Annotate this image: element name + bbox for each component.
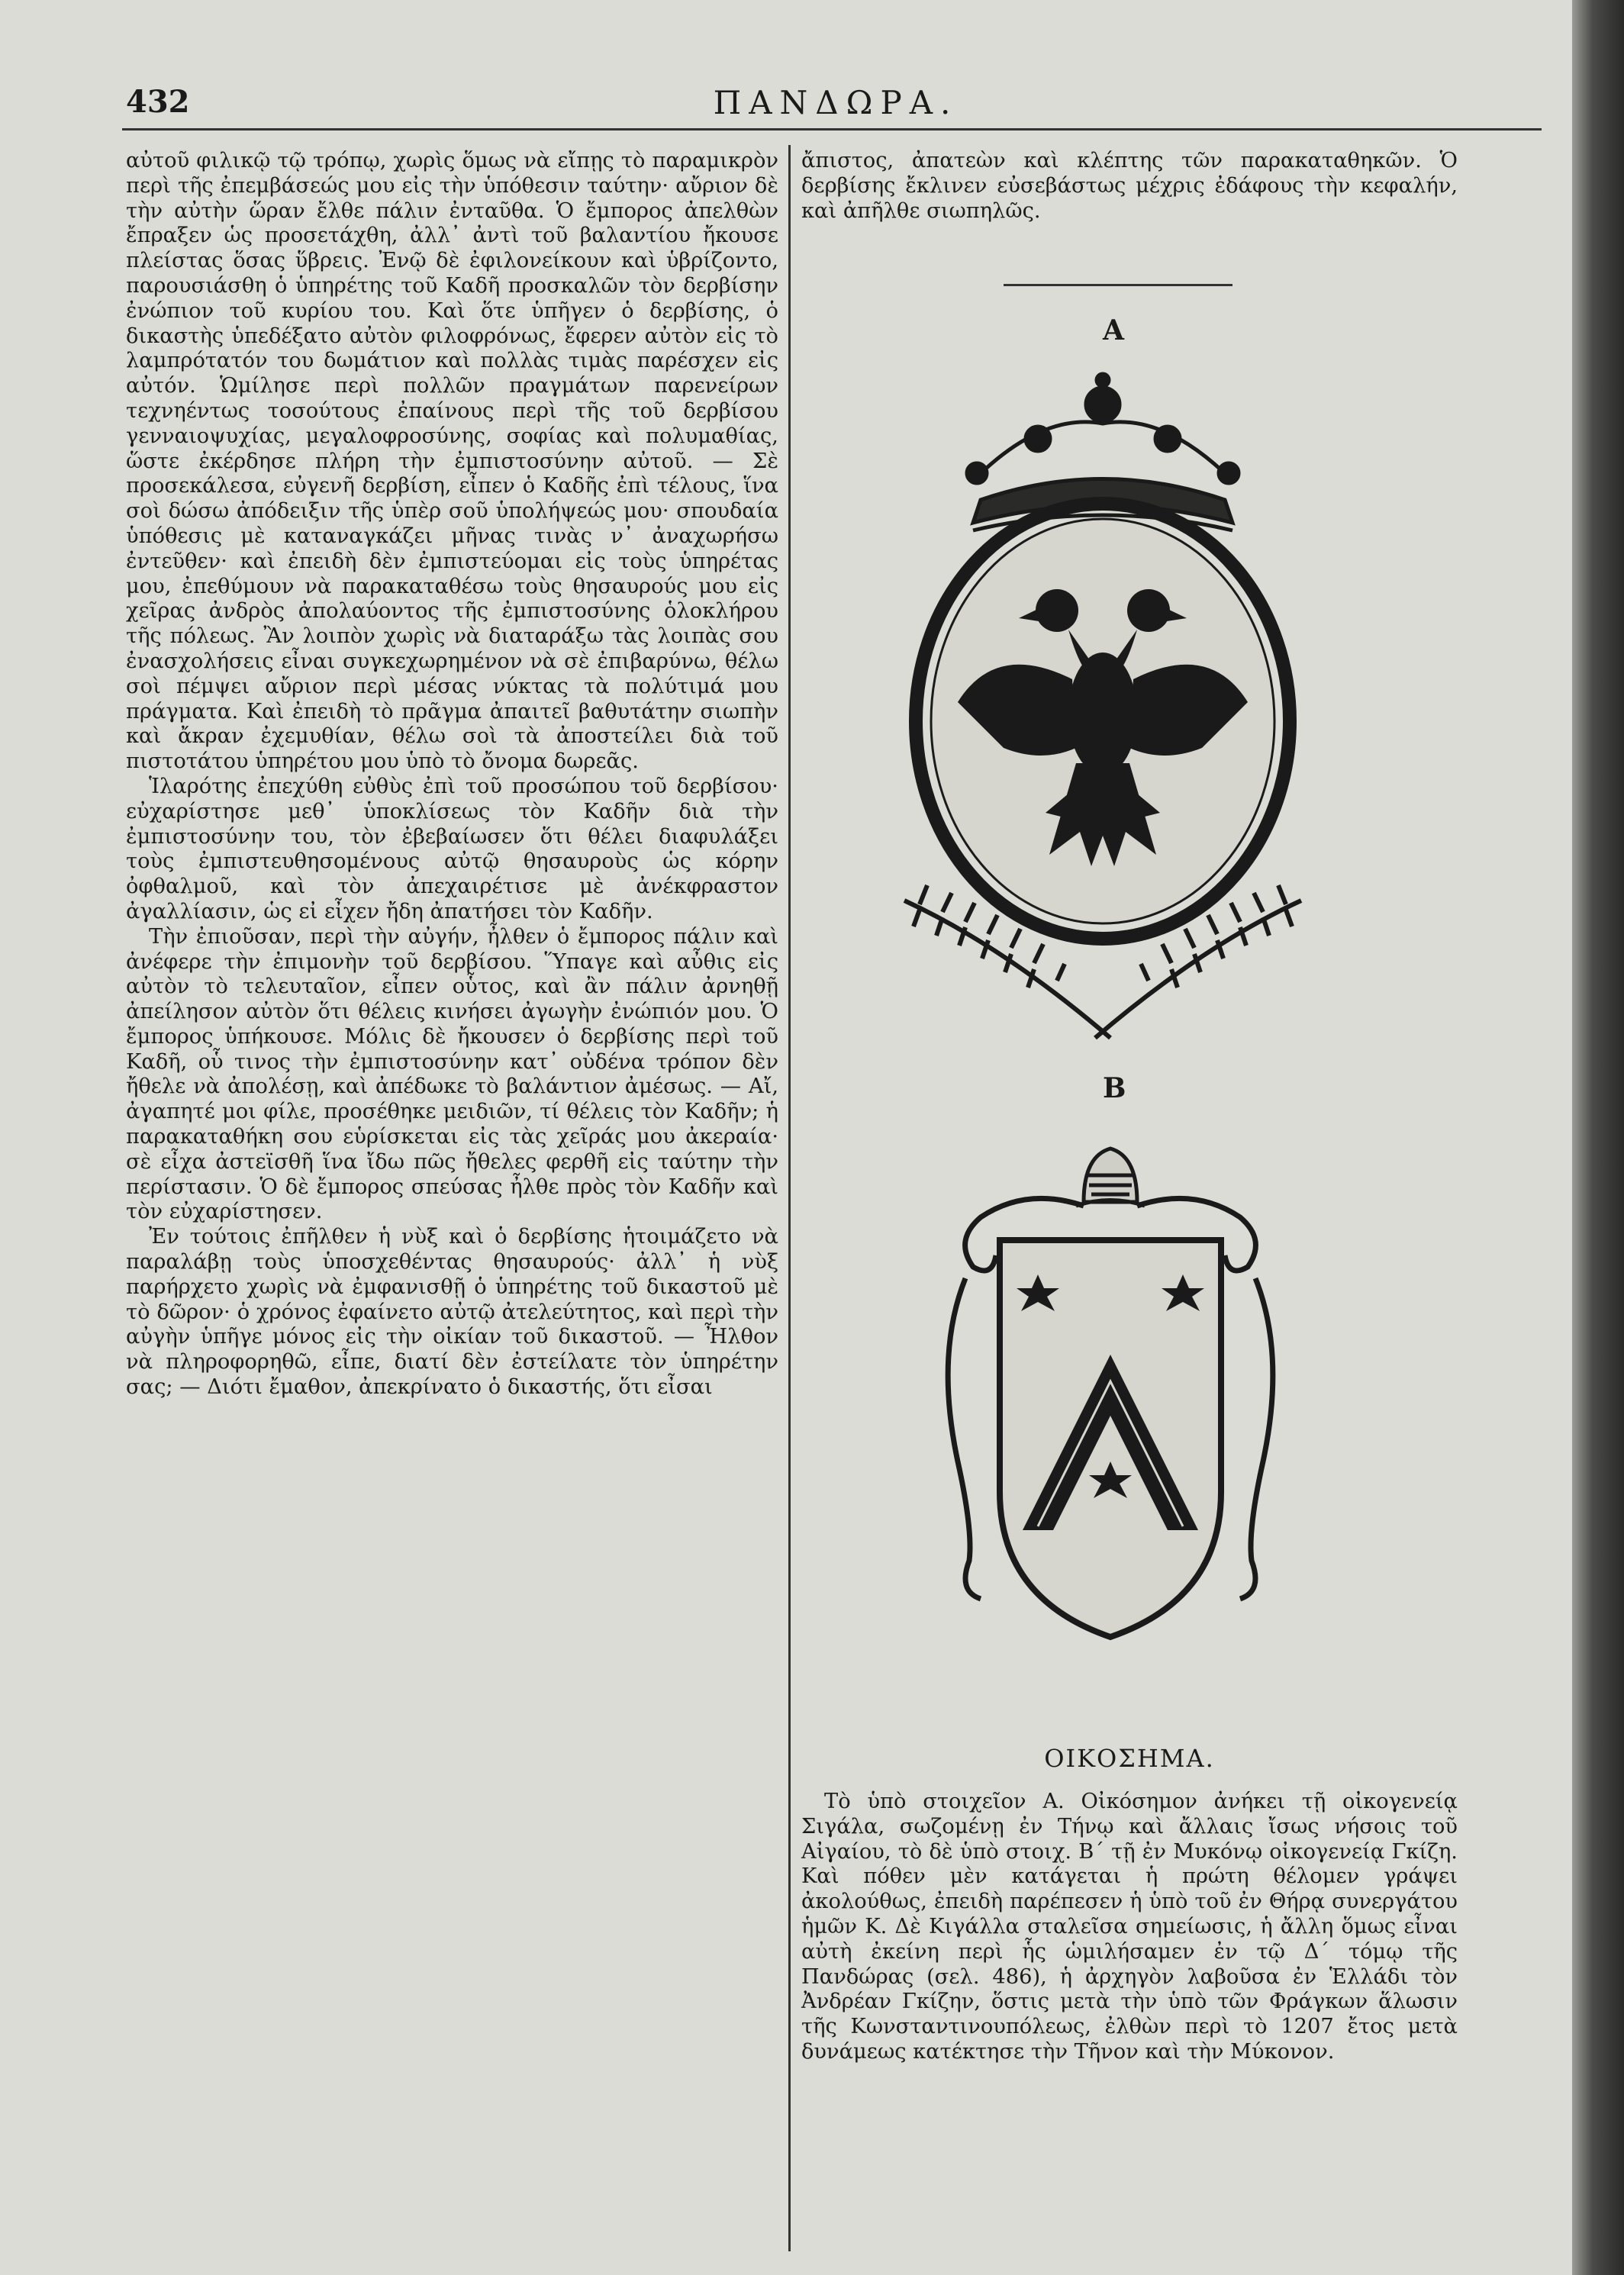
sigala-coat-of-arms-emblem — [889, 366, 1316, 1046]
header-rule — [122, 128, 1542, 131]
book-binding-edge — [1572, 0, 1624, 2275]
right-column-continuation: ἄπιστος, ἀπατεὼν καὶ κλέπτης τῶν παρακαταθηκῶν. Ὁ δερβίσης ἔκλινεν εὐσεβάστως μέχρις ἐδάφους τὴν κεφαλήν, καὶ ἀπῆλθε σιωπηλῶς. — [801, 149, 1458, 223]
gkizi-coat-of-arms-emblem — [912, 1103, 1309, 1652]
section-rule — [1004, 284, 1232, 286]
left-paragraph-1: αὐτοῦ φιλικῷ τῷ τρόπῳ, χωρὶς ὅμως νὰ εἴπῃς τὸ παραμικρὸν περὶ τῆς ἐπεμβάσεώς μου εἰς τὴν ὑπόθεσιν ταύτην· αὔριον δὲ τὴν αὐτὴν ὥραν ἔλθε πάλιν ἐνταῦθα. Ὁ ἔμπορος ἀπελθὼν ἔπραξεν ὡς προσετάχθη, ἀλλ᾽ ἀντὶ τοῦ βαλαντίου ἤκουσε πλείστας ὅσας ὕβρεις. Ἐνῷ δὲ ἐφιλονείκουν καὶ ὑβρίζοντο, παρουσιάσθη ὁ ὑπηρέτης τοῦ Καδῆ προσκαλῶν τὸν δερβίσην ἐνώπιον τοῦ κυρίου του. Καὶ ὅτε ὑπῆγεν ὁ δερβίσης, ὁ δικαστὴς ὑπεδέξατο αὐτὸν φιλοφρόνως, ἔφερεν αὐτὸν εἰς τὸ λαμπρότατόν του δωμάτιον καὶ πολλὰς τιμὰς παρέσχεν εἰς αὐτόν. Ὡμίλησε περὶ πολλῶν πραγμάτων παρενείρων τεχνηέντως τοσούτους ἐπαίνους περὶ τῆς τοῦ δερβίσου γενναιοψυχίας, μεγαλοφροσύνης, σοφίας καὶ πολυμαθίας, ὥστε ἐκέρδησε πλήρη τὴν ἐμπιστοσύνην αὐτοῦ. — Σὲ προσεκάλεσα, εὐγενῆ δερβίση, εἶπεν ὁ Καδῆς ἐπὶ τέλους, ἵνα σοὶ δώσω ἀπόδειξιν τῆς ὑπὲρ σοῦ ὑπολήψεώς μου· σπουδαία ὑπόθεσις μὲ καταναγκάζει μῆνας τινὰς ν᾽ ἀναχωρήσω ἐντεῦθεν· καὶ ἐπειδὴ δὲν ἐμπιστεύομαι εἰς τοὺς ὑπηρέτας μου, ἐπεθύμουν νὰ παρακαταθέσω τοὺς θησαυρούς μου εἰς χεῖρας ἀνδρὸς ἀπολαύοντος τῆς ἐμπιστοσύνης ὁλοκλήρου τῆς πόλεως. Ἂν λοιπὸν χωρὶς νὰ διαταράξω τὰς λοιπὰς σου ἐνασχολήσεις εἶναι συγκεχωρημένον νὰ σὲ ἐπιβαρύνω, θέλω σοὶ πέμψει αὔριον περὶ μέσας νύκτας τὰ πολύτιμά μου πράγματα. Καὶ ἐπειδὴ τὸ πρᾶγμα ἀπαιτεῖ βαθυτάτην σιωπὴν καὶ ἄκραν ἐχεμυθίαν, θέλω σοὶ τὰ ἀποστείλει διὰ τοῦ πιστοτάτου ὑπηρέτου μου ὑπὸ τὸ ὄνομα δωρεᾶς. — [126, 149, 778, 774]
column-divider — [788, 145, 791, 2251]
figure-b-label: Β — [1103, 1072, 1126, 1104]
left-paragraph-3: Τὴν ἐπιοῦσαν, περὶ τὴν αὐγήν, ἦλθεν ὁ ἔμπορος πάλιν καὶ ἀνέφερε τὴν ἐπιμονὴν τοῦ δερβίσου. Ὕπαγε καὶ αὖθις εἰς αὐτὸν τὸ τελευταῖον, εἶπεν οὗτος, καὶ ἂν πάλιν ἀρνηθῇ ἀπείλησον αὐτὸν ὅτι θέλεις κινήσει ἀγωγὴν ἐνώπιόν μου. Ὁ ἔμπορος ὑπήκουσε. Μόλις δὲ ἤκουσεν ὁ δερβίσης περὶ τοῦ Καδῆ, οὗ τινος τὴν ἐμπιστοσύνην κατ᾽ οὐδένα τρόπον δὲν ἤθελε νὰ ἀπολέσῃ, καὶ ἀπέδωκε τὸ βαλάντιον ἀμέσως. — Αἴ, ἀγαπητέ μοι φίλε, προσέθηκε μειδιῶν, τί θέλεις τὸν Καδῆν; ἡ παρακαταθήκη σου εὑρίσκεται εἰς τὰς χεῖράς μου ἀκεραία· σὲ εἶχα ἀστεϊσθῆ ἵνα ἴδω πῶς ἤθελες φερθῆ εἰς ταύτην τὴν περίστασιν. Ὁ δὲ ἔμπορος σπεύσας ἦλθε πρὸς τὸν Καδῆν καὶ τὸν εὐχαρίστησεν. — [126, 924, 778, 1224]
left-column — [126, 149, 778, 2255]
figure-description: Τὸ ὑπὸ στοιχεῖον Α. Οἰκόσημον ἀνήκει τῇ οἰκογενείᾳ Σιγάλα, σωζομένῃ ἐν Τήνῳ καὶ ἄλλαις ἴσως νήσοις τοῦ Αἰγαίου, τὸ δὲ ὑπὸ στοιχ. Β΄ τῇ ἐν Μυκόνῳ οἰκογενείᾳ Γκίζη. Καὶ πόθεν μὲν κατάγεται ἡ πρώτη θέλομεν γράψει ἀκολούθως, ἐπειδὴ παρέπεσεν ἡ ὑπὸ τοῦ ἐν Θήρᾳ συνεργάτου ἡμῶν Κ. Δὲ Κιγάλλα σταλεῖσα σημείωσις, ἡ ἄλλη ὅμως εἶναι αὐτὴ ἐκείνη περὶ ἧς ὡμιλήσαμεν ἐν τῷ Δ΄ τόμῳ τῆς Πανδώρας (σελ. 486), ἡ ἀρχηγὸν λαβοῦσα ἐν Ἑλλάδι τὸν Ἀνδρέαν Γκίζην, ὅστις μετὰ τὴν ὑπὸ τῶν Φράγκων ἅλωσιν τῆς Κωνσταντινουπόλεως, ἐλθὼν περὶ τὸ 1207 ἔτος μετὰ δυνάμεως κατέκτησε τὴν Τῆνον καὶ τὴν Μύκονον. — [801, 1790, 1458, 2064]
left-paragraph-4: Ἐν τούτοις ἐπῆλθεν ἡ νὺξ καὶ ὁ δερβίσης ἡτοιμάζετο νὰ παραλάβῃ τοὺς ὑποσχεθέντας θησαυρούς· ἀλλ᾽ ἡ νὺξ παρήρχετο χωρὶς νὰ ἐμφανισθῇ ὁ ὑπηρέτης τοῦ δικαστοῦ μὲ τὸ δῶρον· ὁ χρόνος ἐφαίνετο αὐτῷ ἀτελεύτητος, καὶ περὶ τὴν αὐγὴν ὑπῆγε μόνος εἰς τὴν οἰκίαν τοῦ δικαστοῦ. — Ἦλθον νὰ πληροφορηθῶ, εἶπε, διατί δὲν ἐστείλατε τὸν ὑπηρέτην σας; — Διότι ἔμαθον, ἀπεκρίνατο ὁ δικαστής, ὅτι εἶσαι — [126, 1225, 778, 1400]
left-paragraph-2: Ἱλαρότης ἐπεχύθη εὐθὺς ἐπὶ τοῦ προσώπου τοῦ δερβίσου· εὐχαρίστησε μεθ᾽ ὑποκλίσεως τὸν Καδῆν διὰ τὴν ἐμπιστοσύνην του, τὸν ἐβεβαίωσεν ὅτι θέλει διαφυλάξει τοὺς ἐμπιστευθησομένους αὐτῷ θησαυροὺς ὡς κόρην ὀφθαλμοῦ, καὶ τὸν ἀπεχαιρέτισε μὲ ἀνέκφραστον ἀγαλλίασιν, ὡς εἰ εἶχεν ἤδη ἀπατήσει τὸν Καδῆν. — [126, 774, 778, 923]
running-title: ΠΑΝΔΩΡΑ. — [713, 84, 959, 121]
helmet-icon — [1076, 1149, 1145, 1206]
page-header — [126, 84, 1545, 130]
figure-caption: ΟΙΚΟΣΗΜΑ. — [1044, 1744, 1215, 1773]
page-number: 432 — [126, 84, 190, 120]
figure-a-label: Α — [1103, 314, 1124, 346]
